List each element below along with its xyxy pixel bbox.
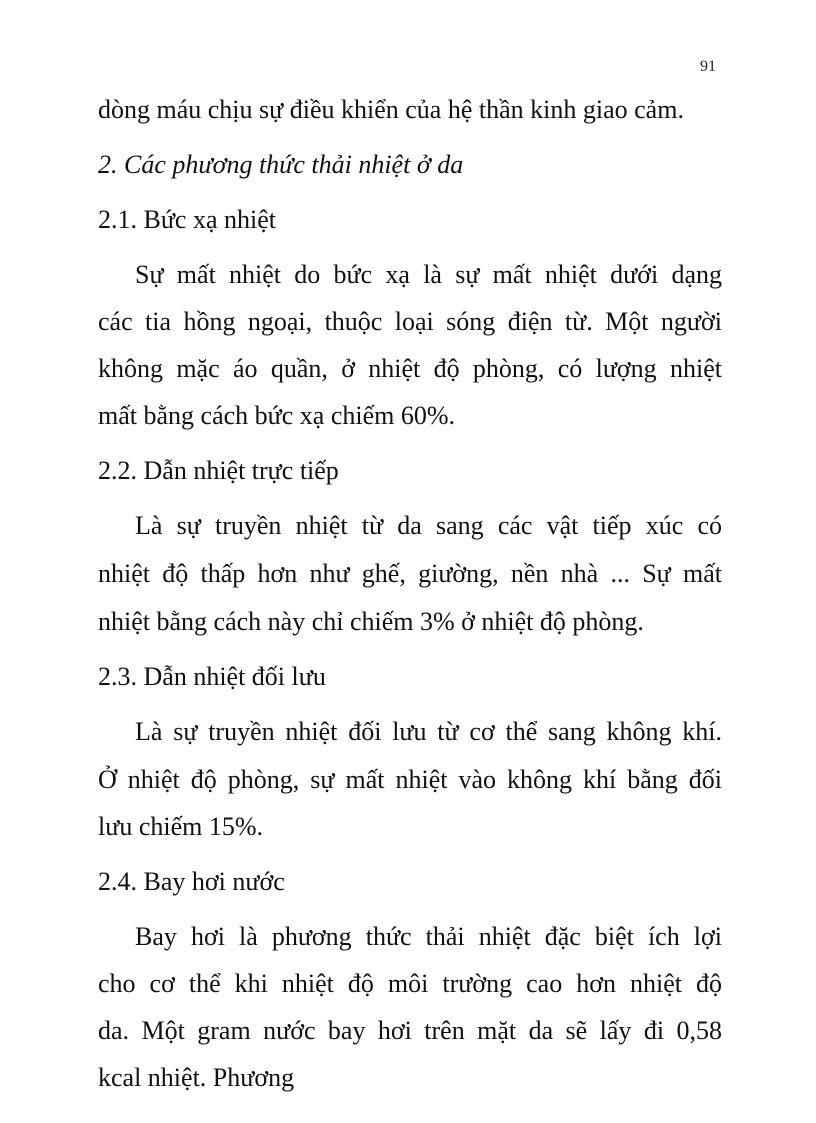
paragraph-line: cho cơ thể khi nhiệt độ môi trường cao hơn nhiệt độ [98, 969, 722, 998]
paragraph-line: da. Một gram nước bay hơi trên mặt da sẽ lấy đi 0,58 [98, 1016, 722, 1045]
paragraph-line: lưu chiếm 15%. [98, 812, 264, 841]
paragraph-line: Sự mất nhiệt do bức xạ là sự mất nhiệt dưới dạng [135, 260, 722, 289]
paragraph-line: kcal nhiệt. Phương [98, 1063, 295, 1092]
subsection-heading-conduction: 2.2. Dẫn nhiệt trực tiếp [98, 456, 339, 485]
paragraph-line: Là sự truyền nhiệt từ da sang các vật tiếp xúc có [135, 511, 722, 540]
paragraph-line: không mặc áo quần, ở nhiệt độ phòng, có lượng nhiệt [98, 354, 722, 383]
subsection-heading-radiation: 2.1. Bức xạ nhiệt [98, 205, 277, 234]
paragraph-line: mất bằng cách bức xạ chiếm 60%. [98, 401, 456, 430]
paragraph-line: các tia hồng ngoại, thuộc loại sóng điện từ. Một người [98, 307, 722, 336]
section-heading: 2. Các phương thức thải nhiệt ở da [98, 150, 464, 179]
subsection-heading-evaporation: 2.4. Bay hơi nước [98, 867, 285, 896]
paragraph-line: nhiệt bằng cách này chỉ chiếm 3% ở nhiệt độ phòng. [98, 607, 644, 636]
text-line-continuation: dòng máu chịu sự điều khiển của hệ thần kinh giao cảm. [98, 95, 684, 124]
paragraph-line: Là sự truyền nhiệt đối lưu từ cơ thể sang không khí. [135, 717, 722, 746]
subsection-heading-convection: 2.3. Dẫn nhiệt đối lưu [98, 662, 326, 691]
paragraph-line: Bay hơi là phương thức thải nhiệt đặc biệt ích lợi [135, 922, 722, 951]
paragraph-line: Ở nhiệt độ phòng, sự mất nhiệt vào không khí bằng đối [98, 765, 722, 794]
page-number: 91 [700, 58, 716, 75]
paragraph-line: nhiệt độ thấp hơn như ghế, giường, nền nhà ... Sự mất [98, 559, 722, 588]
